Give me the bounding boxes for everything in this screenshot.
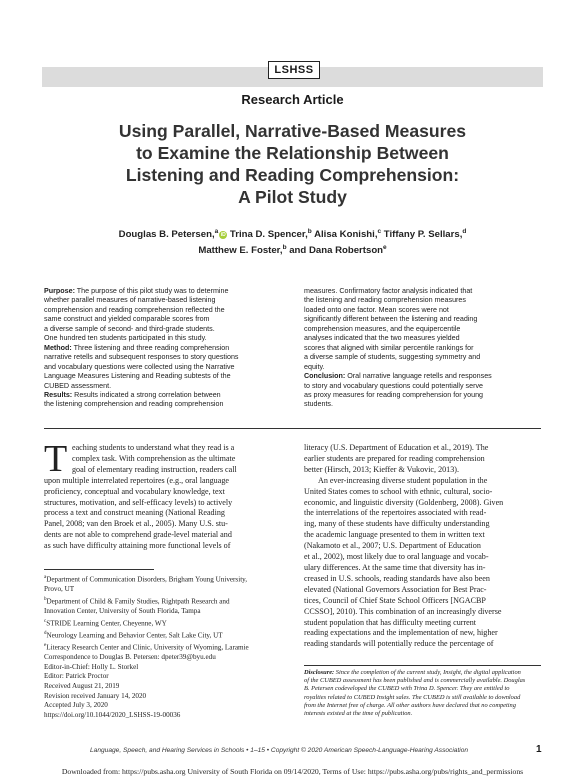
title-line: A Pilot Study xyxy=(238,187,347,207)
abstract-divider xyxy=(44,428,541,429)
footnote-text: https://doi.org/10.1044/2020_LSHSS-19-00036 xyxy=(44,711,181,720)
abstract-text: CUBED assessment. xyxy=(44,381,112,390)
abstract-line xyxy=(304,372,541,381)
disclosure-label: Disclosure: xyxy=(304,669,335,676)
body-line: process a text and construct meaning (National Reading xyxy=(44,508,225,518)
disclosure-note xyxy=(304,665,541,718)
abstract-text: comprehension measures, and the equipercentile xyxy=(304,324,461,333)
body-line: et al., 2002), most likely due to oral language and vocab- xyxy=(304,552,489,562)
author-name xyxy=(384,229,467,240)
abstract-text: analyses indicated that the two measures yielded xyxy=(304,334,460,343)
footnote-line xyxy=(44,701,284,711)
body-line: CCSSO], 2010). This combination of an increasingly diverse xyxy=(304,606,502,616)
footnote-text: Neurology Learning and Behavior Center, Salt Lake City, UT xyxy=(46,631,223,640)
body-line: complex task. With comprehension as the ultimate xyxy=(72,453,236,463)
footnote-text: Revision received January 14, 2020 xyxy=(44,691,147,700)
body-line: economic, and linguistic diversity (Goldenberg, 2008). Given xyxy=(304,497,504,507)
abstract-text: a diverse sample of students, suggesting symmetry and xyxy=(304,353,481,362)
abstract-line xyxy=(44,287,276,296)
body-line: the interrelations of the repertoires associated with read- xyxy=(304,508,487,518)
footnote-line xyxy=(44,653,284,663)
abstract-line xyxy=(304,325,541,334)
footnote-text: Department of Child & Family Studies, Rightpath Research and xyxy=(46,597,230,606)
abstract-text: Oral narrative language retells and responses xyxy=(345,372,492,381)
footnote-text: Provo, UT xyxy=(44,585,75,594)
abstract-left-column xyxy=(44,287,276,410)
body-left-column xyxy=(44,438,281,552)
abstract-line xyxy=(304,296,541,305)
title-line: Using Parallel, Narrative-Based Measures xyxy=(118,121,467,141)
footnote-text: Editor-in-Chief: Holly L. Storkel xyxy=(44,662,139,671)
abstract-line xyxy=(44,325,276,334)
footnote-line xyxy=(44,682,284,692)
page-number: 1 xyxy=(536,744,542,755)
abstract-text: students. xyxy=(304,400,333,409)
abstract-text: the listening comprehension and reading comprehension xyxy=(44,400,224,409)
footnote-line xyxy=(44,641,284,653)
author-list xyxy=(40,225,545,257)
footnote-mark: d xyxy=(44,630,47,636)
author-affiliation-mark: b xyxy=(307,228,312,235)
author-line xyxy=(40,241,545,257)
body-line: goal of elementary reading instruction, readers call xyxy=(72,464,237,474)
abstract-line xyxy=(304,391,541,400)
disclosure-line xyxy=(304,685,541,693)
abstract-text: as proxy measures for reading comprehension for young xyxy=(304,390,484,399)
author-affiliation-mark: d xyxy=(462,228,467,235)
author-name xyxy=(314,229,381,240)
abstract-text: measures. Confirmatory factor analysis indicated that xyxy=(304,287,473,295)
body-line: Panel, 2008; van den Broek et al., 2005). Many U.S. stu- xyxy=(44,519,228,529)
abstract-line xyxy=(304,400,541,409)
body-line: structures, motivation, and self-efficacy levels) to actively xyxy=(44,497,233,507)
abstract-text: significantly different between the listening and reading xyxy=(304,315,478,324)
author-name-text: Douglas B. Petersen, xyxy=(118,229,215,241)
body-line: dents are not able to comprehend grade-level material and xyxy=(44,530,232,540)
abstract-line xyxy=(44,391,276,400)
body-line: as such have difficulty attaining more functional levels of xyxy=(44,541,231,551)
abstract-text: loaded onto one factor. Mean scores were not xyxy=(304,305,449,314)
abstract-text: One hundred ten students participated in this study. xyxy=(44,334,207,343)
abstract-line xyxy=(304,334,541,343)
article-type: Research Article xyxy=(241,92,344,107)
orcid-icon: iD xyxy=(220,232,226,239)
abstract-line xyxy=(44,363,276,372)
author-affiliation-mark: a xyxy=(214,228,219,235)
author-name-text: and Dana Robertson xyxy=(289,245,384,257)
author-line xyxy=(40,225,545,241)
abstract-text: Three listening and three reading comprehension xyxy=(71,343,230,352)
author-name-text: Alisa Konishi, xyxy=(314,229,378,241)
body-line: An ever-increasing diverse student population in the xyxy=(318,475,488,485)
disclosure-text: from the Internet free of charge. All other authors have declared that no competing xyxy=(304,701,516,709)
footnote-text: Received August 21, 2019 xyxy=(44,681,120,690)
body-right-column xyxy=(304,443,541,650)
footnote-line xyxy=(44,672,284,682)
abstract-text: narrative retells and subsequent responses to story questions xyxy=(44,353,239,362)
body-line: ulary differences. At the same time that diversity has in- xyxy=(304,562,486,572)
article-title xyxy=(60,120,525,208)
footnote-text: Innovation Center, University of South Florida, Tampa xyxy=(44,606,201,615)
affiliation-footnotes xyxy=(44,573,284,721)
abstract-section-label: Purpose: xyxy=(44,287,75,295)
footnote-mark: e xyxy=(44,642,47,648)
body-line: proficiency, conceptual and vocabulary knowledge, text xyxy=(44,486,225,496)
abstract-section-label: Results: xyxy=(44,390,73,399)
author-name-text: Matthew E. Foster, xyxy=(198,245,283,257)
body-line: better (Hirsch, 2013; Kieffer & Vukovic, 2013). xyxy=(304,464,459,474)
author-name xyxy=(119,229,228,240)
body-line: elevated (National Governors Association for Best Prac- xyxy=(304,584,487,594)
author-name xyxy=(230,229,312,240)
abstract-line xyxy=(44,334,276,343)
footnote-mark: c xyxy=(44,618,47,624)
disclosure-text: royalties related to CUBED Insight sales. The CUBED is still available to download xyxy=(304,693,521,701)
abstract-text: the listening and reading comprehension measures xyxy=(304,296,466,305)
author-affiliation-mark: b xyxy=(282,244,287,252)
body-line: reading expectations and the implementation of new, higher xyxy=(304,628,498,638)
abstract-line xyxy=(44,400,276,409)
abstract-line xyxy=(44,353,276,362)
footnote-line xyxy=(44,692,284,702)
footnote-line xyxy=(44,595,284,607)
abstract-text: and vocabulary questions were collected using the Narrative xyxy=(44,362,235,371)
footnote-line xyxy=(44,711,284,721)
author-name-text: Tiffany P. Sellars, xyxy=(383,229,463,241)
body-line: literacy (U.S. Department of Education et al., 2019). The xyxy=(304,443,489,452)
abstract-line xyxy=(304,306,541,315)
footnote-text: Accepted July 3, 2020 xyxy=(44,701,108,710)
body-line: ing, many of these students have difficulty understanding xyxy=(304,519,490,529)
abstract-text: The purpose of this pilot study was to determine xyxy=(74,287,229,295)
abstract-line xyxy=(44,372,276,381)
journal-badge: LSHSS xyxy=(268,61,320,79)
disclosure-text: Since the completion of the current study, Insight, the digital application xyxy=(334,669,521,676)
author-affiliation-mark: e xyxy=(383,244,387,252)
body-line: tices, Council of Chief State School Officers [NGACBP xyxy=(304,595,486,605)
abstract-section-label: Method: xyxy=(44,343,72,352)
disclosure-text: of the CUBED assessment has been published and is commercially available. Douglas xyxy=(304,677,526,685)
disclosure-line xyxy=(304,677,541,685)
abstract-text: a diverse sample of second- and third-grade students. xyxy=(44,324,215,333)
disclosure-line xyxy=(304,710,541,718)
footnote-text: Correspondence to Douglas B. Petersen: dpeter39@byu.edu xyxy=(44,652,216,661)
abstract-text: whether parallel measures of narrative-based listening xyxy=(44,296,216,305)
disclosure-line xyxy=(304,669,541,677)
abstract-text: to story and vocabulary questions could potentially serve xyxy=(304,381,484,390)
disclosure-line xyxy=(304,702,541,710)
author-name-text: Trina D. Spencer, xyxy=(229,229,308,241)
footnote-text: Editor: Patrick Proctor xyxy=(44,672,109,681)
body-line: United States comes to school with ethnic, cultural, socio- xyxy=(304,486,493,496)
abstract-line xyxy=(304,382,541,391)
abstract-line xyxy=(304,315,541,324)
abstract-text: equity. xyxy=(304,362,325,371)
abstract-line xyxy=(44,296,276,305)
abstract-line xyxy=(304,363,541,372)
body-line: earlier students are prepared for reading comprehension xyxy=(304,453,485,463)
disclosure-line xyxy=(304,694,541,702)
body-line: creased in U.S. schools, reading standards have also been xyxy=(304,573,490,583)
abstract-line xyxy=(44,382,276,391)
abstract-text: comprehension and reading comprehension reflected the xyxy=(44,305,225,314)
footnote-line xyxy=(44,573,284,585)
download-notice: Downloaded from: https://pubs.asha.org University of South Florida on 09/14/2020, Terms of Use: https://pubs.asha.org/pubs/rights_and_permissions xyxy=(61,767,524,776)
footnote-mark: a xyxy=(44,575,47,580)
abstract-text: Language Measures Listening and Reading subtests of the xyxy=(44,372,231,381)
body-line: the academic language presented to them in written text xyxy=(304,530,485,540)
body-line: student population that has difficulty meeting current xyxy=(304,617,477,627)
abstract-line xyxy=(304,287,541,296)
journal-footer: Language, Speech, and Hearing Services in Schools • 1–15 • Copyright © 2020 American Speech-Language-Hearing Association xyxy=(90,747,469,754)
disclosure-text: interests existed at the time of publication. xyxy=(304,710,413,718)
title-line: to Examine the Relationship Between xyxy=(136,143,449,163)
author-name xyxy=(289,245,386,256)
abstract-text: same construct and yielded comparable scores from xyxy=(44,315,210,324)
abstract-line xyxy=(44,315,276,324)
footnote-text: Department of Communication Disorders, Brigham Young University, xyxy=(46,575,248,584)
abstract-line xyxy=(44,344,276,353)
abstract-text: Results indicated a strong correlation between xyxy=(72,390,221,399)
author-name xyxy=(198,245,286,256)
author-affiliation-mark: c xyxy=(377,228,382,235)
abstract-line xyxy=(304,344,541,353)
footnote-line xyxy=(44,629,284,641)
abstract-text: scores that aligned with similar percentile rankings for xyxy=(304,343,474,352)
body-line: eaching students to understand what they read is a xyxy=(72,443,235,452)
body-line: (Nakamoto et al., 2007; U.S. Department of Education xyxy=(304,541,481,551)
body-line: reading standards will potentially reduce the percentage of xyxy=(304,639,494,649)
footnote-mark: b xyxy=(44,596,47,602)
title-line: Listening and Reading Comprehension: xyxy=(125,165,460,185)
footnote-line xyxy=(44,607,284,617)
footnote-divider xyxy=(44,569,154,570)
footnote-text: Literacy Research Center and Clinic, University of Wyoming, Laramie xyxy=(46,643,249,652)
abstract-right-column xyxy=(304,287,541,410)
body-line: upon multiple interrelated repertoires (e.g., oral language xyxy=(44,475,229,485)
footnote-line xyxy=(44,617,284,629)
abstract-section-label: Conclusion: xyxy=(304,372,346,381)
footnote-line xyxy=(44,585,284,595)
footnote-line xyxy=(44,663,284,673)
abstract-line xyxy=(304,353,541,362)
abstract-line xyxy=(44,306,276,315)
disclosure-text: B. Petersen codeveloped the CUBED with Trina D. Spencer. They are entitled to xyxy=(304,685,510,693)
footnote-text: STRIDE Learning Center, Cheyenne, WY xyxy=(46,618,167,627)
drop-cap: T xyxy=(44,438,68,480)
